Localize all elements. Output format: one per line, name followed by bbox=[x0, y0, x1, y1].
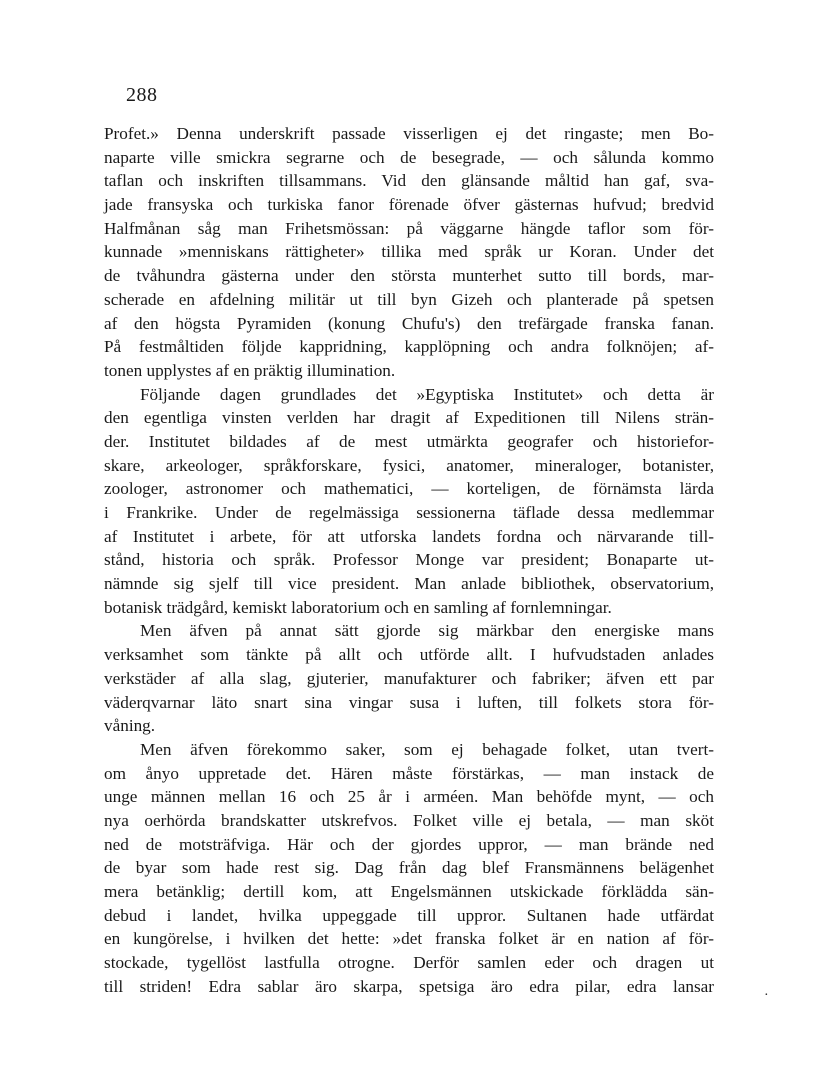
text-line: ned de motsträfviga. Här och der gjordes uppror, — man brände ned bbox=[104, 834, 714, 854]
text-line: till striden! Edra sablar äro skarpa, spetsiga äro edra pilar, edra lansar bbox=[104, 976, 714, 996]
text-line: de byar som hade rest sig. Dag från dag blef Fransmännens belägenhet bbox=[104, 858, 714, 878]
text-line: naparte ville smickra segrarne och de besegrade, — och sålunda kommo bbox=[104, 147, 714, 167]
text-line: om ånyo uppretade det. Hären måste förstärkas, — man instack de bbox=[104, 763, 714, 783]
text-line: en kungörelse, i hvilken det hette: »det franska folket är en nation af för- bbox=[104, 929, 714, 949]
text-line: debud i landet, hvilka uppeggade till uppror. Sultanen hade utfärdat bbox=[104, 905, 714, 925]
text-line: Profet.» Denna underskrift passade visserligen ej det ringaste; men Bo- bbox=[104, 124, 714, 143]
text-line: På festmåltiden följde kappridning, kapplöpning och andra folknöjen; af- bbox=[104, 337, 714, 357]
text-line: våning. bbox=[104, 716, 156, 736]
stray-mark: · bbox=[764, 988, 769, 1003]
text-line: verkstäder af alla slag, gjuterier, manufakturer och fabriker; äfven ett par bbox=[104, 668, 714, 688]
text-line: väderqvarnar läto snart sina vingar susa i luften, till folkets stora för- bbox=[104, 692, 714, 712]
text-line: mera betänklig; dertill kom, att Engelsmännen utskickade förklädda sän- bbox=[104, 882, 714, 901]
text-line: nämnde sig sjelf till vice president. Man anlade bibliothek, observatorium, bbox=[104, 574, 714, 594]
text-line: stånd, historia och språk. Professor Monge var president; Bonaparte ut- bbox=[104, 550, 714, 570]
text-line: Men äfven på annat sätt gjorde sig märkbar den energiske mans bbox=[140, 621, 714, 641]
text-line: den egentliga vinsten verlden har dragit af Expeditionen till Nilens strän- bbox=[104, 408, 714, 428]
text-line: Följande dagen grundlades det »Egyptiska Institutet» och detta är bbox=[140, 384, 714, 404]
page-number: 288 bbox=[126, 84, 158, 106]
text-line: der. Institutet bildades af de mest utmärkta geografer och historiefor- bbox=[104, 431, 714, 451]
text-line: skare, arkeologer, språkforskare, fysici, anatomer, mineraloger, botanister, bbox=[104, 455, 714, 475]
text-line: taflan och inskriften tillsammans. Vid den glänsande måltid han gaf, sva- bbox=[104, 171, 714, 191]
text-line: af den högsta Pyramiden (konung Chufu's) den trefärgade franska fanan. bbox=[104, 313, 714, 333]
text-line: de tvåhundra gästerna under den största munterhet sutto till bords, mar- bbox=[104, 266, 714, 286]
text-line: nya oerhörda brandskatter utskrefvos. Folket ville ej betala, — man sköt bbox=[104, 810, 714, 830]
text-line: Halfmånan såg man Frihetsmössan: på väggarne hängde taflor som för- bbox=[104, 218, 714, 238]
text-line: verksamhet som tänkte på allt och utförde allt. I hufvudstaden anlades bbox=[104, 645, 714, 665]
text-line: zoologer, astronomer och mathematici, — korteligen, de förnämsta lärda bbox=[104, 479, 714, 499]
text-line: i Frankrike. Under de regelmässiga sessionerna täflade dessa medlemmar bbox=[104, 503, 714, 522]
body-text bbox=[104, 122, 714, 998]
text-line: unge männen mellan 16 och 25 år i arméen. Man behöfde mynt, — och bbox=[104, 787, 714, 807]
text-line: Men äfven förekommo saker, som ej behagade folket, utan tvert- bbox=[140, 739, 714, 759]
text-line: scherade en afdelning militär ut till byn Gizeh och planterade på spetsen bbox=[104, 289, 714, 309]
text-line: stockade, tygellöst lastfulla otrogne. Derför samlen eder och dragen ut bbox=[104, 953, 714, 973]
text-line: jade fransyska och turkiska fanor förenade öfver gästernas hufvud; bredvid bbox=[104, 195, 714, 215]
text-line: tonen upplystes af en präktig illumination. bbox=[104, 360, 396, 380]
text-line: af Institutet i arbete, för att utforska landets fordna och närvarande till- bbox=[104, 526, 714, 546]
text-line: botanisk trädgård, kemiskt laboratorium och en samling af fornlemningar. bbox=[104, 597, 612, 617]
text-line: kunnade »menniskans rättigheter» tillika med språk ur Koran. Under det bbox=[104, 242, 714, 262]
